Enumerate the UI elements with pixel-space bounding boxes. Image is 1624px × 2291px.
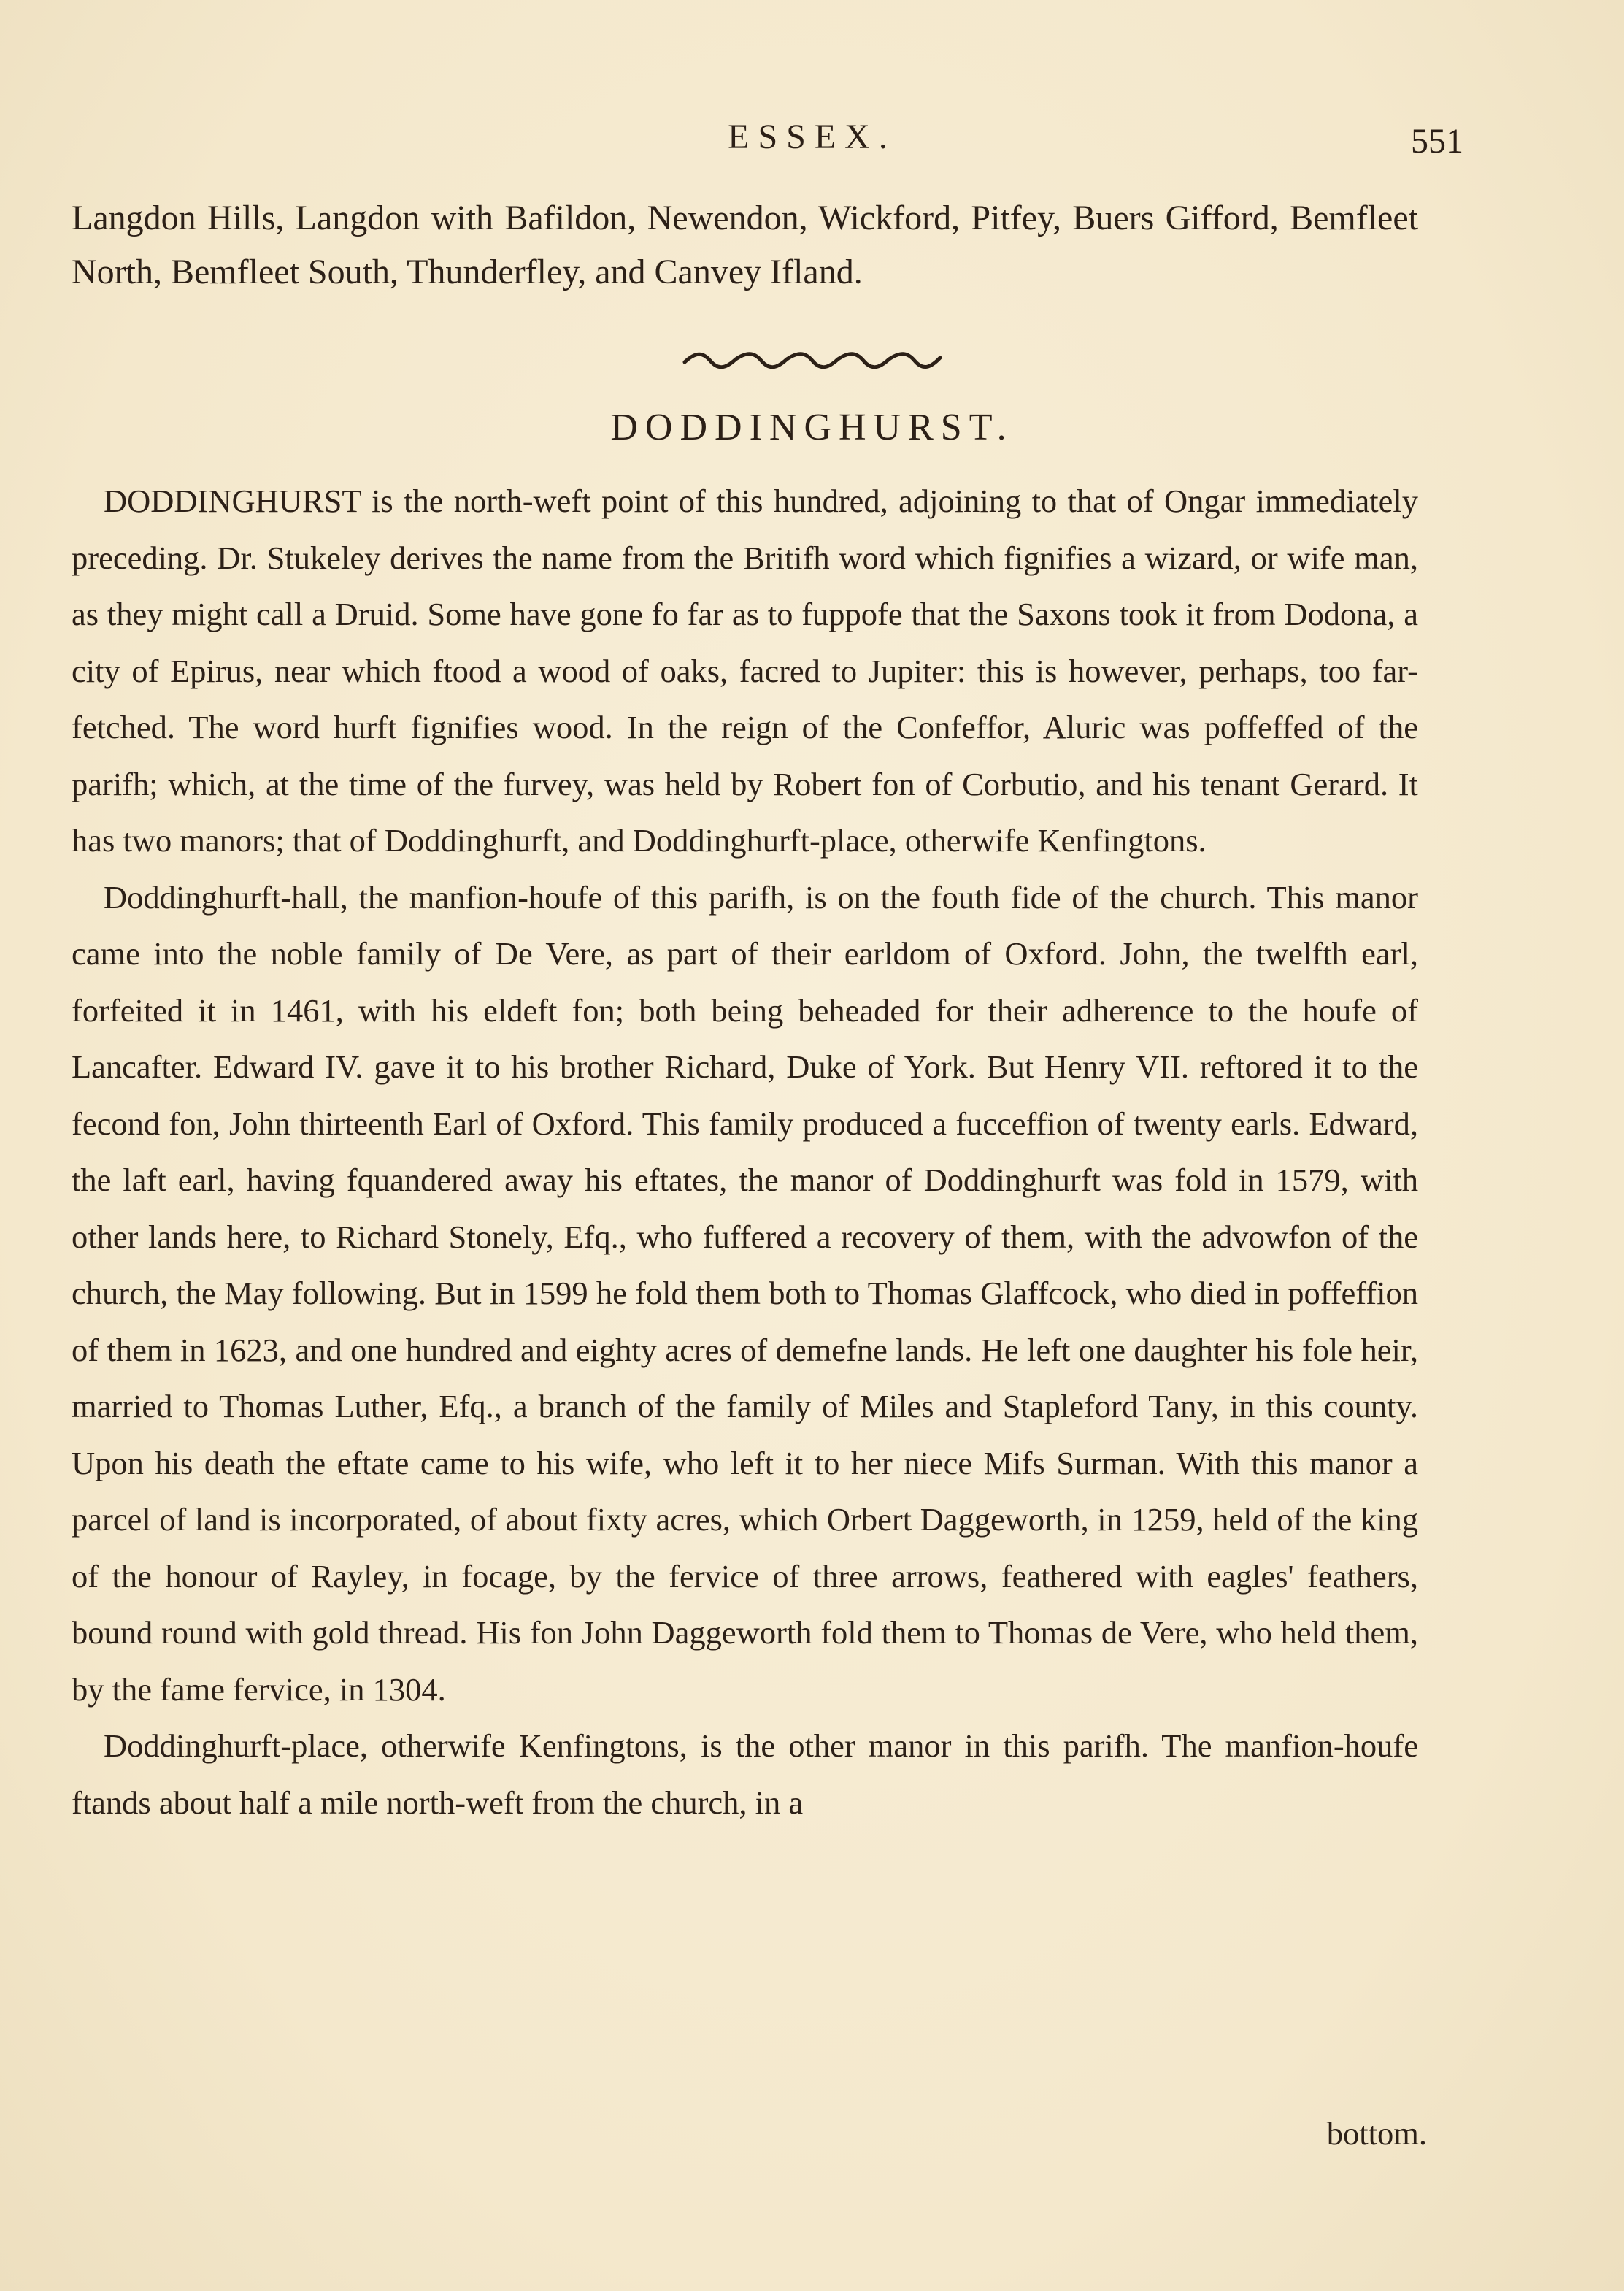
catchword: bottom. [1326,2115,1427,2152]
paragraph: Doddinghurft-place, otherwife Kenfingtons, is the other manor in this parifh. The manfion-houfe ftands about half a mile north-weft from the church, in a [72,1727,1418,1821]
running-header: ESSEX. [728,118,896,156]
decorative-rule [0,349,1624,377]
flourish-icon [681,349,944,371]
parish-list: Langdon Hills, Langdon with Bafildon, Newendon, Wickford, Pitfey, Buers Gifford, Bemfleet North, Bemfleet South, Thunderfley, and Canvey Ifland. [72,199,1418,291]
section-title: DODDINGHURST. [610,407,1014,448]
body-text [72,473,1418,1831]
paragraph: Doddinghurft-hall, the manfion-houfe of this parifh, is on the fouth fide of the church. This manor came into the noble family of De Vere, as part of their earldom of Oxford. John, the twelfth earl, forfeited it in 1461, with his eldeft fon; both being beheaded for their adherence to the houfe of Lancafter. Edward IV. gave it to his brother Richard, Duke of York. But Henry VII. reftored it to the fecond fon, John thirteenth Earl of Oxford. This family produced a fucceffion of twenty earls. Edward, the laft earl, having fquandered away his eftates, the manor of Doddinghurft was fold in 1579, with other lands here, to Richard Stonely, Efq., who fuffered a recovery of them, with the advowfon of the church, the May following. But in 1599 he fold them both to Thomas Glaffcock, who died in poffeffion of them in 1623, and one hundred and eighty acres of demefne lands. He left one daughter his fole heir, married to Thomas Luther, Efq., a branch of the family of Miles and Stapleford Tany, in this county. Upon his death the eftate came to his wife, who left it to her niece Mifs Surman. With this manor a parcel of land is incorporated, of about fixty acres, which Orbert Daggeworth, in 1259, held of the king of the honour of Rayley, in focage, by the fervice of three arrows, feathered with eagles' feathers, bound round with gold thread. His fon John Daggeworth fold them to Thomas de Vere, who held them, by the fame fervice, in 1304. [72,878,1418,1708]
paragraph: DODDINGHURST is the north-weft point of this hundred, adjoining to that of Ongar immediately preceding. Dr. Stukeley derives the name from the Britifh word which fignifies a wizard, or wife man, as they might call a Druid. Some have gone fo far as to fuppofe that the Saxons took it from Dodona, a city of Epirus, near which ftood a wood of oaks, facred to Jupiter: this is however, perhaps, too far-fetched. The word hurft fignifies wood. In the reign of the Confeffor, Aluric was poffeffed of the parifh; which, at the time of the furvey, was held by Robert fon of Corbutio, and his tenant Gerard. It has two manors; that of Doddinghurft, and Doddinghurft-place, otherwife Kenfingtons. [72,483,1418,859]
page-number: 551 [1411,122,1463,161]
